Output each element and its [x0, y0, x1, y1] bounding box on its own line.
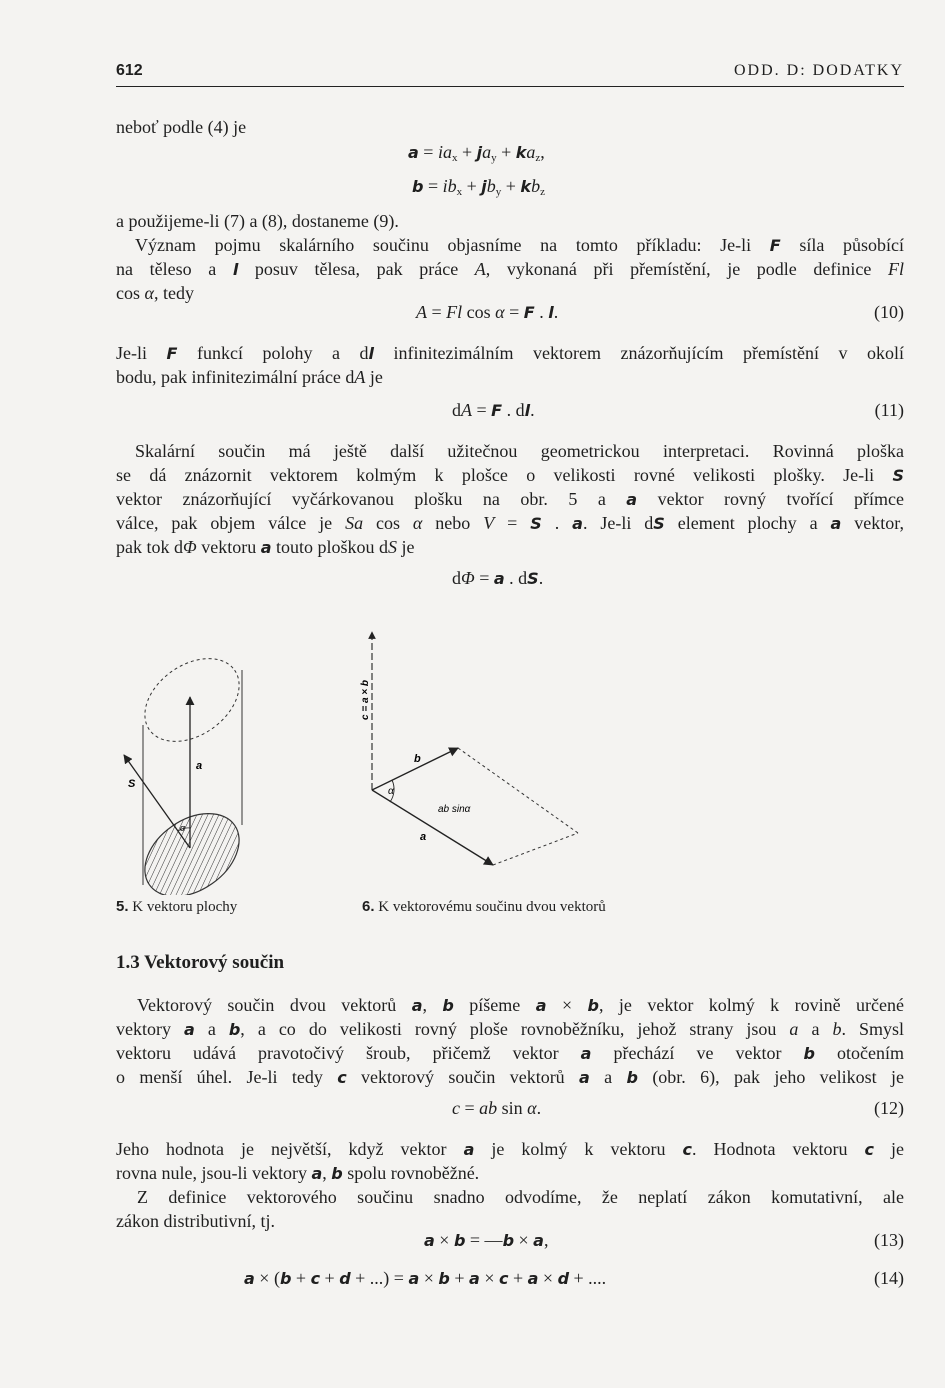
label-a: a — [420, 831, 427, 843]
equation-12: c = ab sin α. — [452, 1098, 542, 1118]
text-line: Jeho hodnota je největší, když vektor a je kolmý k vektoru c. Hodnota vektoru c je — [116, 1139, 904, 1159]
text-line: cos α, tedy — [116, 283, 194, 303]
text-line: neboť podle (4) je — [116, 117, 247, 137]
equation-13: a × b = —b × a, — [424, 1230, 549, 1250]
text-line: rovna nule, jsou-li vektory a, b spolu rovnoběžné. — [116, 1163, 480, 1183]
text-line: Z definice vektorového součinu snadno odvodíme, že neplatí zákon komutativní, ale — [137, 1187, 904, 1207]
figure-5-cylinder — [110, 645, 270, 895]
equation-number-11: (11) — [874, 400, 904, 420]
text-line: o menší úhel. Je-li tedy c vektorový součin vektorů a a b (obr. 6), pak jeho velikost je — [116, 1067, 904, 1087]
equation-11: dA = F . dl. — [452, 400, 535, 420]
parallelogram-edge — [458, 748, 578, 833]
equation-number-10: (10) — [874, 302, 904, 322]
equation-a-components: $a = ia_x + ja_y + ka_z$, — [408, 142, 545, 164]
label-s: S — [128, 778, 136, 790]
text-line: vektory a a b, a co do velikosti rovný ploše rovnoběžníku, jehož strany jsou a a b. Smysl — [116, 1019, 904, 1039]
text-line: bodu, pak infinitezimální práce dA je — [116, 367, 383, 387]
running-title: ODD. D: DODATKY — [734, 62, 904, 79]
text-line: pak tok dΦ vektoru a touto ploškou dS je — [116, 537, 415, 557]
equation-number-14: (14) — [874, 1268, 904, 1288]
label-b: b — [414, 753, 421, 765]
figure-6-cross-product — [340, 622, 600, 887]
text-line: válce, pak objem válce je Sa cos α nebo V = S . a. Je-li dS element plochy a a vektor, — [116, 513, 904, 533]
page-number: 612 — [116, 62, 143, 79]
label-a: a — [196, 760, 203, 772]
equation-14: a × (b + c + d + ...) = a × b + a × c + a × d + .... — [244, 1268, 607, 1288]
label-c-equals-axb: c = a × b — [360, 679, 371, 720]
text-line: vektor znázorňující vyčárkovanou plošku na obr. 5 a a vektor rovný tvořící přímce — [116, 489, 904, 509]
equation-flux: dΦ = a . dS. — [452, 568, 544, 588]
vector-s-arrow — [124, 755, 190, 848]
label-alpha: α — [180, 823, 186, 833]
label-alpha: α — [388, 786, 394, 797]
equation-number-12: (12) — [874, 1098, 904, 1118]
text-line: a použijeme-li (7) a (8), dostaneme (9). — [116, 211, 399, 231]
figure-6-caption: 6. K vektorovému součinu dvou vektorů — [362, 898, 606, 915]
cylinder-top-edge — [129, 645, 254, 758]
equation-number-13: (13) — [874, 1230, 904, 1250]
hatched-base-area — [129, 797, 254, 895]
section-heading: 1.3 Vektorový součin — [116, 952, 285, 973]
text-line: Význam pojmu skalárního součinu objasníme na tomto příkladu: Je-li F síla působící — [135, 235, 904, 255]
text-line: Vektorový součin dvou vektorů a, b píšeme a × b, je vektor kolmý k rovině určené — [137, 995, 904, 1015]
text-line: na těleso a l posuv tělesa, pak práce A, vykonaná při přemístění, je podle definice Fl — [116, 259, 904, 279]
text-line: vektoru udává pravotočivý šroub, přičemž vektor a přechází ve vektor b otočením — [116, 1043, 904, 1063]
label-ab-sin-alpha: ab sinα — [438, 804, 471, 815]
page-header — [116, 56, 904, 87]
equation-10: A = Fl cos α = F . l. — [416, 302, 559, 322]
parallelogram-edge — [493, 833, 578, 865]
text-line: Skalární součin má ještě další užitečnou geometrickou interpretaci. Rovinná ploška — [135, 441, 904, 461]
text-line: Je-li F funkcí polohy a dl infinitezimálním vektorem znázorňujícím přemístění v okolí — [116, 343, 904, 363]
equation-b-components: $b = ib_x + jb_y + kb_z$ — [412, 176, 545, 198]
text-line: zákon distributivní, tj. — [116, 1211, 275, 1231]
figure-5-caption: 5. K vektoru plochy — [116, 898, 238, 915]
text-line: se dá znázornit vektorem kolmým k plošce o velikosti rovné velikosti plošky. Je-li S — [116, 465, 904, 485]
